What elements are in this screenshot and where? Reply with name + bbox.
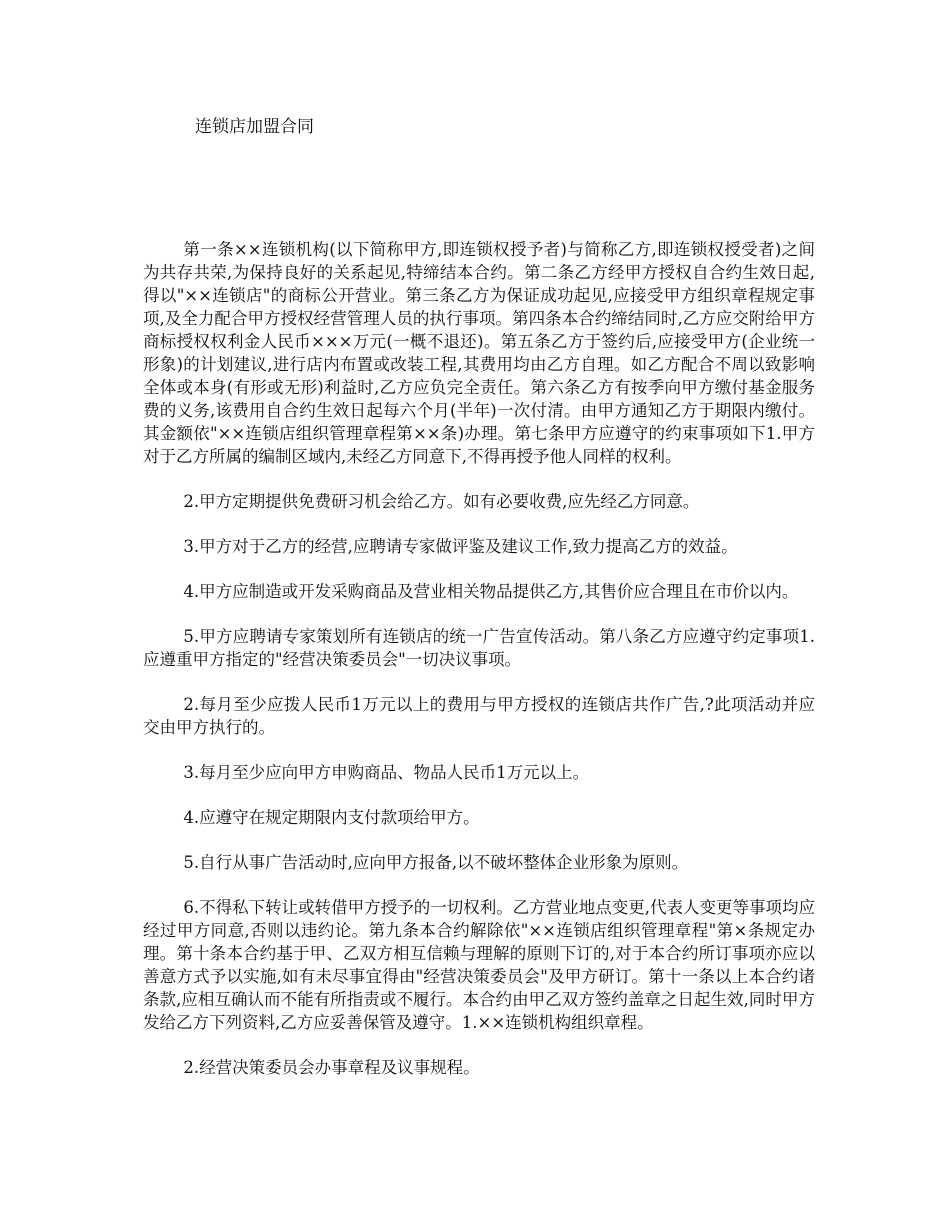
paragraph-item-6-articles-9-11: 6.不得私下转让或转借甲方授予的一切权利。乙方营业地点变更,代表人变更等事项均应经过甲方同意,否则以违约论。第九条本合约解除依"××连锁店组织管理章程"第×条规定办理。第十条本合约基于甲、乙双方相互信赖与理解的原则下订的,对于本合约所订事项亦应以善意方式予以实施,如有未尽事宜得由"经营决策委员会"及甲方研订。第十一条以上本合约诸条款,应相互确认而不能有所指责或不履行。本合约由甲乙双方签约盖章之日起生效,同时甲方发给乙方下列资料,乙方应妥善保管及遵守。1.××连锁机构组织章程。 [143,898,815,1032]
paragraph-item-2: 2.甲方定期提供免费研习机会给乙方。如有必要收费,应先经乙方同意。 [183,492,700,511]
paragraph-item-2-advertising: 2.每月至少应拨人民币1万元以上的费用与甲方授权的连锁店共作广告,?此项活动并应交由甲方执行的。 [143,695,815,737]
paragraph-item-4: 4.甲方应制造或开发采购商品及营业相关物品提供乙方,其售价应合理且在市价以内。 [183,582,799,601]
paragraph-article-1-7: 第一条××连锁机构(以下简称甲方,即连锁权授予者)与简称乙方,即连锁权授受者)之间为共存共荣,为保持良好的关系起见,特缔结本合约。第二条乙方经甲方授权自合约生效日起,得以"××连锁店"的商标公开营业。第三条乙方为保证成功起见,应接受甲方组织章程规定事项,及全力配合甲方授权经营管理人员的执行事项。第四条本合约缔结同时,乙方应交附给甲方商标授权权利金人民币×××万元(一概不退还)。第五条乙方于签约后,应接受甲方(企业统一形象)的计划建议,进行店内布置或改装工程,其费用均由乙方自理。如乙方配合不周以致影响全体或本身(有形或无形)利益时,乙方应负完全责任。第六条乙方有按季向甲方缴付基金服务费的义务,该费用自合约生效日起每六个月(半年)一次付清。由甲方通知乙方于期限内缴付。其金额依"××连锁店组织管理章程第××条)办理。第七条甲方应遵守的约束事项如下1.甲方对于乙方所属的编制区域内,未经乙方同意下,不得再授予他人同样的权利。 [143,240,815,466]
document-title: 连锁店加盟合同 [195,117,314,137]
paragraph-item-5-report: 5.自行从事广告活动时,应向甲方报备,以不破坏整体企业形象为原则。 [183,853,689,872]
paragraph-item-5-article-8: 5.甲方应聘请专家策划所有连锁店的统一广告宣传活动。第八条乙方应遵守约定事项1.应遵重甲方指定的"经营决策委员会"一切决议事项。 [143,627,815,669]
paragraph-item-3-purchase: 3.每月至少应向甲方申购商品、物品人民币1万元以上。 [183,763,590,782]
paragraph-item-4-payment: 4.应遵守在规定期限内支付款项给甲方。 [183,808,480,827]
paragraph-item-2-committee-rules: 2.经营决策委员会办事章程及议事规程。 [183,1058,480,1077]
paragraph-item-3: 3.甲方对于乙方的经营,应聘请专家做评鉴及建议工作,致力提高乙方的效益。 [183,537,738,556]
document-body [143,238,815,1101]
